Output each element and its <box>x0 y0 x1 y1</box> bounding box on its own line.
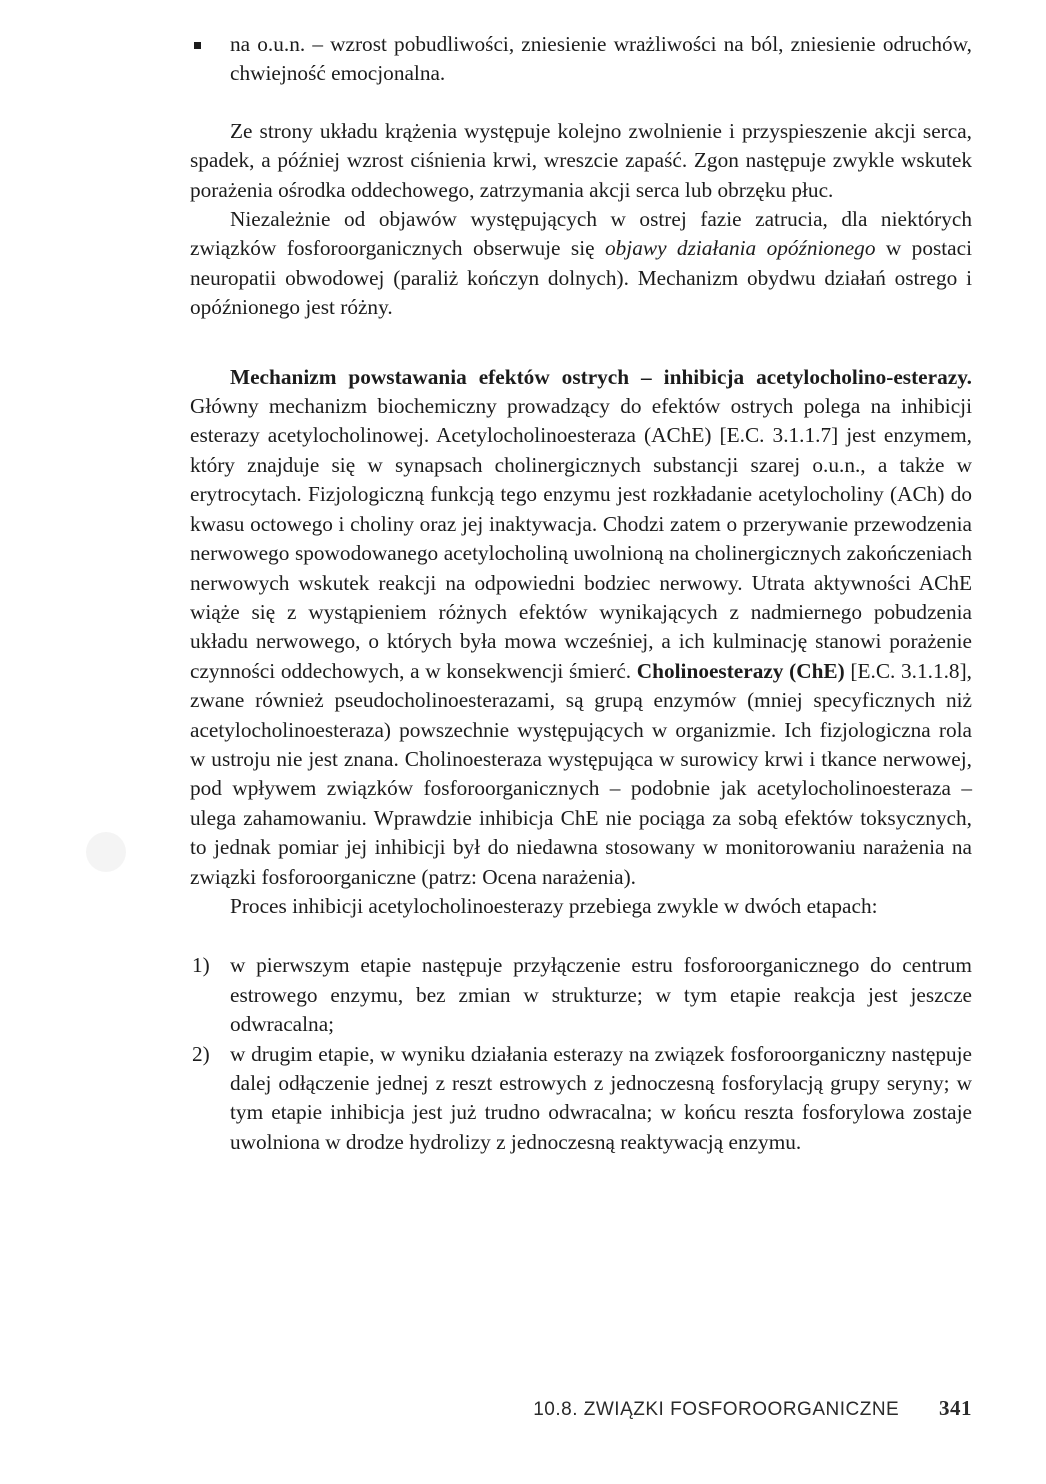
section-heading: Mechanizm powstawania efektów ostrych – inhibicja acetylocholino-esterazy. <box>230 364 972 389</box>
paragraph-delayed-effects <box>190 205 972 323</box>
running-footer-title: 10.8. ZWIĄZKI FOSFOROORGANICZNE <box>533 1399 900 1420</box>
steps-list <box>190 951 972 1157</box>
paragraph-circulation: Ze strony układu krążenia występuje kolejno zwolnienie i przyspieszenie akcji serca, spadek, a później wzrost ciśnienia krwi, wreszcie zapaść. Zgon następuje zwykle wskutek porażenia ośrodka oddechowego, zatrzymania akcji serca lub obrzęku płuc. <box>190 118 972 202</box>
page-footer <box>533 1396 972 1421</box>
list-item-number: 2) <box>192 1041 210 1066</box>
mechanism-text-1: Główny mechanizm biochemiczny prowadzący do efektów ostrych polega na inhibicji esterazy acetylocholinowej. Acetylocholinoesteraza (AChE) [E.C. 3.1.1.7] jest enzymem, który znajduje się w synapsach cholinergicznych substancji szarej o.u.n., a także w erytrocytach. Fizjologiczną funkcją tego enzymu jest rozkładanie acetylocholiny (ACh) do kwasu octowego i choliny oraz jej inaktywacja. Chodzi zatem o przerywanie przewodzenia nerwowego spowodowanego acetylocholiną uwolnioną na cholinergicznych zakończeniach nerwowych wskutek reakcji na odpowiedni bodziec nerwowy. Utrata aktywności AChE wiąże się z wystąpieniem różnych efektów wynikających z nadmiernego pobudzenia układu nerwowego, o których była mowa wcześniej, a ich kulminację stanowi porażenie czynności oddechowych, a w konsekwencji śmierć. <box>190 394 972 683</box>
bullet-marker-icon <box>194 42 201 49</box>
list-item-text: w pierwszym etapie następuje przyłączenie estru fosforoorganicznego do centrum estrowego enzymu, bez zmian w strukturze; w tym etapie reakcja jest jeszcze odwracalna; <box>230 953 972 1037</box>
page-body <box>190 30 972 1157</box>
bullet-text: na o.u.n. – wzrost pobudliwości, zniesienie wrażliwości na ból, zniesienie odruchów, chwiejność emocjonalna. <box>230 32 972 86</box>
emphasis-delayed-effects: objawy działania opóźnionego <box>605 236 876 261</box>
watermark-dot <box>86 832 126 872</box>
term-cholinoesterases: Cholinoesterazy (ChE) <box>636 658 845 683</box>
paragraph-process: Proces inhibicji acetylocholinoesterazy przebiega zwykle w dwóch etapach: <box>230 893 878 918</box>
list-item <box>190 1040 972 1158</box>
paragraph-mechanism <box>190 363 972 892</box>
mechanism-text-2: [E.C. 3.1.1.8], zwane również pseudocholinoesterazami, są grupą enzymów (mniej specyficznych niż acetylocholinoesteraza) powszechnie występujących w organizmie. Ich fizjologiczna rola w ustroju nie jest znana. Cholinoesteraza występująca w surowicy krwi i tkance nerwowej, pod wpływem związków fosforoorganicznych – podobnie jak acetylocholinoesteraza – ulega zahamowaniu. Wprawdzie inhibicja ChE nie pociąga za sobą efektów toksycznych, to jednak pomiar jej inhibicji był do niedawna stosowany w monitorowaniu narażenia na związki fosforoorganiczne (patrz: Ocena narażenia). <box>190 658 972 889</box>
paragraph-delayed-post: w postaci neuropatii obwodowej (paraliż kończyn dolnych). Mechanizm obydwu działań ostrego i opóźnionego jest różny. <box>190 236 972 320</box>
paragraph-delayed-pre: Niezależnie od objawów występujących w ostrej fazie zatrucia, dla niektórych związków fosforoorganicznych obserwuje się <box>190 207 972 261</box>
list-item-text: w drugim etapie, w wyniku działania esterazy na związek fosforoorganiczny następuje dalej odłączenie jednej z reszt estrowych z jednoczesną fosforylacją grupy seryny; w tym etapie inhibicja jest już trudno odwracalna; w końcu reszta fosforylowa zostaje uwolniona w drodze hydrolizy z jednoczesną reaktywacją enzymu. <box>230 1041 972 1154</box>
page-number: 341 <box>939 1396 972 1420</box>
bullet-item <box>190 30 972 89</box>
list-item <box>190 951 972 1039</box>
list-item-number: 1) <box>192 953 210 978</box>
